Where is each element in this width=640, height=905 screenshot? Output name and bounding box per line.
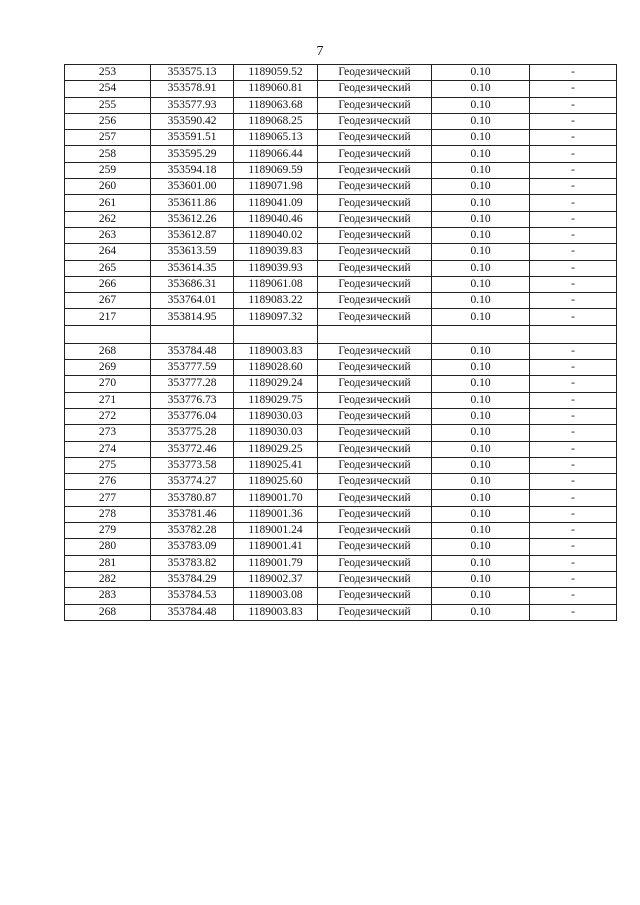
note-cell: - xyxy=(530,162,617,178)
y-coordinate-cell: 1189063.68 xyxy=(234,97,318,113)
coordinates-table-body xyxy=(65,65,617,621)
x-coordinate-cell: 353777.28 xyxy=(151,376,234,392)
note-cell: - xyxy=(530,490,617,506)
method-cell: Геодезический xyxy=(318,97,432,113)
point-number-cell: 266 xyxy=(65,276,151,292)
method-cell: Геодезический xyxy=(318,81,432,97)
accuracy-cell: 0.10 xyxy=(432,555,530,571)
point-number-cell: 260 xyxy=(65,179,151,195)
y-coordinate-cell: 1189029.75 xyxy=(234,392,318,408)
table-row xyxy=(65,425,617,441)
method-cell xyxy=(318,325,432,343)
method-cell: Геодезический xyxy=(318,309,432,325)
y-coordinate-cell: 1189039.93 xyxy=(234,260,318,276)
table-row xyxy=(65,555,617,571)
accuracy-cell: 0.10 xyxy=(432,571,530,587)
note-cell: - xyxy=(530,588,617,604)
accuracy-cell: 0.10 xyxy=(432,65,530,81)
point-number-cell: 283 xyxy=(65,588,151,604)
table-row xyxy=(65,539,617,555)
point-number-cell: 255 xyxy=(65,97,151,113)
accuracy-cell: 0.10 xyxy=(432,162,530,178)
note-cell: - xyxy=(530,457,617,473)
point-number-cell: 281 xyxy=(65,555,151,571)
page-number: 7 xyxy=(316,44,324,59)
x-coordinate-cell: 353594.18 xyxy=(151,162,234,178)
y-coordinate-cell: 1189001.41 xyxy=(234,539,318,555)
table-row xyxy=(65,162,617,178)
x-coordinate-cell: 353575.13 xyxy=(151,65,234,81)
note-cell: - xyxy=(530,146,617,162)
table-row xyxy=(65,97,617,113)
x-coordinate-cell: 353776.04 xyxy=(151,408,234,424)
x-coordinate-cell: 353612.26 xyxy=(151,211,234,227)
table-row xyxy=(65,276,617,292)
method-cell: Геодезический xyxy=(318,457,432,473)
x-coordinate-cell: 353612.87 xyxy=(151,227,234,243)
y-coordinate-cell: 1189001.24 xyxy=(234,523,318,539)
table-row xyxy=(65,81,617,97)
y-coordinate-cell: 1189001.79 xyxy=(234,555,318,571)
note-cell: - xyxy=(530,97,617,113)
note-cell: - xyxy=(530,309,617,325)
y-coordinate-cell: 1189071.98 xyxy=(234,179,318,195)
method-cell: Геодезический xyxy=(318,555,432,571)
table-row xyxy=(65,211,617,227)
x-coordinate-cell: 353590.42 xyxy=(151,113,234,129)
method-cell: Геодезический xyxy=(318,146,432,162)
y-coordinate-cell: 1189028.60 xyxy=(234,360,318,376)
point-number-cell: 263 xyxy=(65,227,151,243)
note-cell: - xyxy=(530,276,617,292)
x-coordinate-cell: 353577.93 xyxy=(151,97,234,113)
method-cell: Геодезический xyxy=(318,523,432,539)
accuracy-cell: 0.10 xyxy=(432,211,530,227)
y-coordinate-cell: 1189001.70 xyxy=(234,490,318,506)
x-coordinate-cell: 353611.86 xyxy=(151,195,234,211)
point-number-cell: 276 xyxy=(65,474,151,490)
x-coordinate-cell: 353781.46 xyxy=(151,506,234,522)
table-row xyxy=(65,227,617,243)
y-coordinate-cell: 1189002.37 xyxy=(234,571,318,587)
note-cell: - xyxy=(530,604,617,620)
point-number-cell: 217 xyxy=(65,309,151,325)
note-cell: - xyxy=(530,65,617,81)
y-coordinate-cell: 1189040.46 xyxy=(234,211,318,227)
y-coordinate-cell: 1189029.25 xyxy=(234,441,318,457)
coordinates-table xyxy=(64,64,617,621)
note-cell: - xyxy=(530,293,617,309)
point-number-cell: 282 xyxy=(65,571,151,587)
point-number-cell: 274 xyxy=(65,441,151,457)
table-row xyxy=(65,113,617,129)
note-cell: - xyxy=(530,113,617,129)
point-number-cell: 267 xyxy=(65,293,151,309)
y-coordinate-cell xyxy=(234,325,318,343)
point-number-cell: 270 xyxy=(65,376,151,392)
x-coordinate-cell: 353578.91 xyxy=(151,81,234,97)
table-row xyxy=(65,474,617,490)
point-number-cell: 264 xyxy=(65,244,151,260)
method-cell: Геодезический xyxy=(318,343,432,359)
accuracy-cell: 0.10 xyxy=(432,360,530,376)
point-number-cell: 275 xyxy=(65,457,151,473)
accuracy-cell: 0.10 xyxy=(432,227,530,243)
accuracy-cell: 0.10 xyxy=(432,588,530,604)
point-number-cell: 259 xyxy=(65,162,151,178)
method-cell: Геодезический xyxy=(318,490,432,506)
x-coordinate-cell xyxy=(151,325,234,343)
note-cell xyxy=(530,325,617,343)
point-number-cell xyxy=(65,325,151,343)
y-coordinate-cell: 1189025.41 xyxy=(234,457,318,473)
method-cell: Геодезический xyxy=(318,360,432,376)
x-coordinate-cell: 353783.09 xyxy=(151,539,234,555)
table-row xyxy=(65,523,617,539)
point-number-cell: 254 xyxy=(65,81,151,97)
x-coordinate-cell: 353764.01 xyxy=(151,293,234,309)
point-number-cell: 273 xyxy=(65,425,151,441)
accuracy-cell: 0.10 xyxy=(432,260,530,276)
method-cell: Геодезический xyxy=(318,211,432,227)
y-coordinate-cell: 1189041.09 xyxy=(234,195,318,211)
note-cell: - xyxy=(530,360,617,376)
point-number-cell: 262 xyxy=(65,211,151,227)
table-row xyxy=(65,392,617,408)
point-number-cell: 257 xyxy=(65,130,151,146)
method-cell: Геодезический xyxy=(318,604,432,620)
table-row xyxy=(65,408,617,424)
point-number-cell: 279 xyxy=(65,523,151,539)
method-cell: Геодезический xyxy=(318,474,432,490)
table-row xyxy=(65,343,617,359)
table-row xyxy=(65,571,617,587)
x-coordinate-cell: 353686.31 xyxy=(151,276,234,292)
point-number-cell: 258 xyxy=(65,146,151,162)
accuracy-cell: 0.10 xyxy=(432,309,530,325)
point-number-cell: 277 xyxy=(65,490,151,506)
table-row-separator xyxy=(65,325,617,343)
note-cell: - xyxy=(530,539,617,555)
accuracy-cell: 0.10 xyxy=(432,113,530,129)
y-coordinate-cell: 1189066.44 xyxy=(234,146,318,162)
method-cell: Геодезический xyxy=(318,130,432,146)
y-coordinate-cell: 1189083.22 xyxy=(234,293,318,309)
method-cell: Геодезический xyxy=(318,408,432,424)
table-row xyxy=(65,376,617,392)
x-coordinate-cell: 353777.59 xyxy=(151,360,234,376)
note-cell: - xyxy=(530,571,617,587)
point-number-cell: 256 xyxy=(65,113,151,129)
x-coordinate-cell: 353784.48 xyxy=(151,604,234,620)
accuracy-cell: 0.10 xyxy=(432,343,530,359)
x-coordinate-cell: 353784.53 xyxy=(151,588,234,604)
accuracy-cell: 0.10 xyxy=(432,474,530,490)
point-number-cell: 271 xyxy=(65,392,151,408)
accuracy-cell: 0.10 xyxy=(432,408,530,424)
point-number-cell: 265 xyxy=(65,260,151,276)
note-cell: - xyxy=(530,130,617,146)
y-coordinate-cell: 1189003.83 xyxy=(234,604,318,620)
note-cell: - xyxy=(530,506,617,522)
method-cell: Геодезический xyxy=(318,506,432,522)
note-cell: - xyxy=(530,179,617,195)
note-cell: - xyxy=(530,376,617,392)
method-cell: Геодезический xyxy=(318,425,432,441)
accuracy-cell: 0.10 xyxy=(432,195,530,211)
accuracy-cell: 0.10 xyxy=(432,81,530,97)
method-cell: Геодезический xyxy=(318,276,432,292)
note-cell: - xyxy=(530,244,617,260)
x-coordinate-cell: 353772.46 xyxy=(151,441,234,457)
table-row xyxy=(65,260,617,276)
note-cell: - xyxy=(530,227,617,243)
method-cell: Геодезический xyxy=(318,244,432,260)
y-coordinate-cell: 1189060.81 xyxy=(234,81,318,97)
table-row xyxy=(65,309,617,325)
method-cell: Геодезический xyxy=(318,376,432,392)
x-coordinate-cell: 353591.51 xyxy=(151,130,234,146)
accuracy-cell: 0.10 xyxy=(432,244,530,260)
table-row xyxy=(65,441,617,457)
note-cell: - xyxy=(530,81,617,97)
accuracy-cell: 0.10 xyxy=(432,276,530,292)
accuracy-cell: 0.10 xyxy=(432,506,530,522)
note-cell: - xyxy=(530,425,617,441)
x-coordinate-cell: 353595.29 xyxy=(151,146,234,162)
x-coordinate-cell: 353780.87 xyxy=(151,490,234,506)
table-row xyxy=(65,65,617,81)
y-coordinate-cell: 1189003.08 xyxy=(234,588,318,604)
method-cell: Геодезический xyxy=(318,571,432,587)
y-coordinate-cell: 1189029.24 xyxy=(234,376,318,392)
method-cell: Геодезический xyxy=(318,293,432,309)
y-coordinate-cell: 1189025.60 xyxy=(234,474,318,490)
point-number-cell: 269 xyxy=(65,360,151,376)
note-cell: - xyxy=(530,211,617,227)
x-coordinate-cell: 353601.00 xyxy=(151,179,234,195)
note-cell: - xyxy=(530,408,617,424)
x-coordinate-cell: 353776.73 xyxy=(151,392,234,408)
point-number-cell: 278 xyxy=(65,506,151,522)
method-cell: Геодезический xyxy=(318,113,432,129)
y-coordinate-cell: 1189059.52 xyxy=(234,65,318,81)
x-coordinate-cell: 353784.48 xyxy=(151,343,234,359)
x-coordinate-cell: 353613.59 xyxy=(151,244,234,260)
accuracy-cell: 0.10 xyxy=(432,130,530,146)
accuracy-cell: 0.10 xyxy=(432,441,530,457)
table-row xyxy=(65,588,617,604)
table-row xyxy=(65,360,617,376)
accuracy-cell: 0.10 xyxy=(432,490,530,506)
accuracy-cell: 0.10 xyxy=(432,523,530,539)
table-row xyxy=(65,146,617,162)
y-coordinate-cell: 1189030.03 xyxy=(234,408,318,424)
y-coordinate-cell: 1189061.08 xyxy=(234,276,318,292)
method-cell: Геодезический xyxy=(318,227,432,243)
note-cell: - xyxy=(530,260,617,276)
accuracy-cell xyxy=(432,325,530,343)
note-cell: - xyxy=(530,441,617,457)
point-number-cell: 268 xyxy=(65,343,151,359)
method-cell: Геодезический xyxy=(318,179,432,195)
accuracy-cell: 0.10 xyxy=(432,539,530,555)
x-coordinate-cell: 353782.28 xyxy=(151,523,234,539)
x-coordinate-cell: 353784.29 xyxy=(151,571,234,587)
accuracy-cell: 0.10 xyxy=(432,179,530,195)
y-coordinate-cell: 1189097.32 xyxy=(234,309,318,325)
method-cell: Геодезический xyxy=(318,441,432,457)
note-cell: - xyxy=(530,392,617,408)
y-coordinate-cell: 1189001.36 xyxy=(234,506,318,522)
accuracy-cell: 0.10 xyxy=(432,457,530,473)
point-number-cell: 280 xyxy=(65,539,151,555)
note-cell: - xyxy=(530,555,617,571)
x-coordinate-cell: 353783.82 xyxy=(151,555,234,571)
y-coordinate-cell: 1189040.02 xyxy=(234,227,318,243)
x-coordinate-cell: 353773.58 xyxy=(151,457,234,473)
accuracy-cell: 0.10 xyxy=(432,392,530,408)
y-coordinate-cell: 1189003.83 xyxy=(234,343,318,359)
y-coordinate-cell: 1189065.13 xyxy=(234,130,318,146)
table-row xyxy=(65,604,617,620)
point-number-cell: 268 xyxy=(65,604,151,620)
y-coordinate-cell: 1189069.59 xyxy=(234,162,318,178)
accuracy-cell: 0.10 xyxy=(432,97,530,113)
point-number-cell: 272 xyxy=(65,408,151,424)
table-row xyxy=(65,130,617,146)
table-row xyxy=(65,244,617,260)
accuracy-cell: 0.10 xyxy=(432,376,530,392)
method-cell: Геодезический xyxy=(318,260,432,276)
method-cell: Геодезический xyxy=(318,539,432,555)
x-coordinate-cell: 353614.35 xyxy=(151,260,234,276)
accuracy-cell: 0.10 xyxy=(432,425,530,441)
method-cell: Геодезический xyxy=(318,588,432,604)
accuracy-cell: 0.10 xyxy=(432,146,530,162)
table-row xyxy=(65,179,617,195)
y-coordinate-cell: 1189030.03 xyxy=(234,425,318,441)
table-row xyxy=(65,293,617,309)
method-cell: Геодезический xyxy=(318,195,432,211)
y-coordinate-cell: 1189068.25 xyxy=(234,113,318,129)
x-coordinate-cell: 353814.95 xyxy=(151,309,234,325)
method-cell: Геодезический xyxy=(318,162,432,178)
note-cell: - xyxy=(530,195,617,211)
method-cell: Геодезический xyxy=(318,65,432,81)
note-cell: - xyxy=(530,474,617,490)
table-row xyxy=(65,195,617,211)
accuracy-cell: 0.10 xyxy=(432,604,530,620)
note-cell: - xyxy=(530,343,617,359)
method-cell: Геодезический xyxy=(318,392,432,408)
x-coordinate-cell: 353774.27 xyxy=(151,474,234,490)
y-coordinate-cell: 1189039.83 xyxy=(234,244,318,260)
table-row xyxy=(65,506,617,522)
table-row xyxy=(65,490,617,506)
point-number-cell: 253 xyxy=(65,65,151,81)
x-coordinate-cell: 353775.28 xyxy=(151,425,234,441)
table-row xyxy=(65,457,617,473)
point-number-cell: 261 xyxy=(65,195,151,211)
accuracy-cell: 0.10 xyxy=(432,293,530,309)
note-cell: - xyxy=(530,523,617,539)
